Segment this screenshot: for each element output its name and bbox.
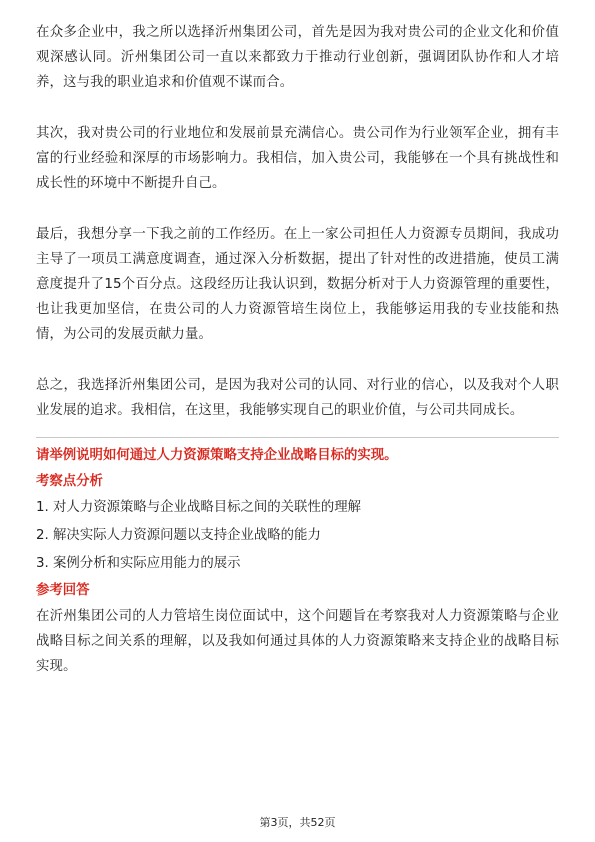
answer-heading: 参考回答 (36, 583, 90, 598)
section-divider (36, 437, 559, 438)
answer-text: 在沂州集团公司的人力管培生岗位面试中，这个问题旨在考察我对人力资源策略与企业战略目标之间关系的理解，以及我如何通过具体的人力资源策略来支持企业的战略目标实现。 (36, 609, 559, 674)
list-item: 1. 对人力资源策略与企业战略目标之间的关联性的理解 (36, 500, 362, 515)
list-item: 3. 案例分析和实际应用能力的展示 (36, 556, 241, 571)
analysis-list (36, 496, 559, 576)
paragraph-gap (36, 196, 559, 222)
question-title: 请举例说明如何通过人力资源策略支持企业战略目标的实现。 (36, 448, 398, 463)
analysis-heading: 考察点分析 (36, 474, 103, 489)
paragraph-gap (36, 95, 559, 121)
page-number: 第3页，共52页 (259, 816, 336, 829)
paragraph-industry: 其次，我对贵公司的行业地位和发展前景充满信心。贵公司作为行业领军企业，拥有丰富的行业经验和深厚的市场影响力。我相信，加入贵公司，我能够在一个具有挑战性和成长性的环境中不断提升自己。 (36, 126, 559, 191)
paragraph-gap (36, 347, 559, 373)
page-content (36, 20, 559, 679)
paragraph-conclusion: 总之，我选择沂州集团公司，是因为我对公司的认同、对行业的信心，以及我对个人职业发展的追求。我相信，在这里，我能够实现自己的职业价值，与公司共同成长。 (36, 378, 559, 418)
list-item: 2. 解决实际人力资源问题以支持企业战略的能力 (36, 528, 321, 543)
paragraph-experience: 最后，我想分享一下我之前的工作经历。在上一家公司担任人力资源专员期间，我成功主导了一项员工满意度调查，通过深入分析数据，提出了针对性的改进措施，使员工满意度提升了15个百分点。这段经历让我认识到，数据分析对于人力资源管理的重要性，也让我更加坚信，在贵公司的人力资源管培生岗位上，我能够运用我的专业技能和热情，为公司的发展贡献力量。 (36, 227, 559, 342)
paragraph-culture: 在众多企业中，我之所以选择沂州集团公司，首先是因为我对贵公司的企业文化和价值观深感认同。沂州集团公司一直以来都致力于推动行业创新，强调团队协作和人才培养，这与我的职业追求和价值观不谋而合。 (36, 25, 559, 90)
